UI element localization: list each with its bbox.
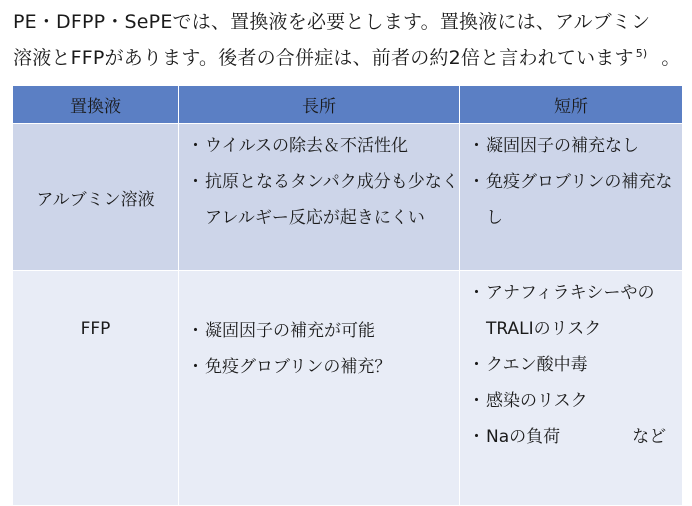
albumin-advantages-list [179,124,459,236]
citation-reference: 5) [635,47,648,60]
ffp-disadvantages-cell [460,271,683,506]
header-advantages: 長所 [179,86,460,124]
ffp-advantages-list [179,271,459,385]
list-item: ・ クエン酸中毒 [460,347,682,383]
list-item [460,419,682,455]
row-label-ffp: FFP [13,271,179,506]
albumin-disadvantages-list [460,124,682,236]
table-header-row [13,86,683,124]
list-item-text: 抗原となるタンパク成分も少なくアレルギー反応が起きにくい [205,172,459,228]
list-item: ・ 感染のリスク [460,383,682,419]
header-replacement-fluid: 置換液 [13,86,179,124]
intro-line-2-text: 溶液とFFPがあります。後者の合併症は、前者の約2倍と言われています [13,47,634,69]
albumin-disadvantages-cell [460,124,683,271]
list-item [179,164,459,236]
intro-line-1: PE・DFPP・SePEでは、置換液を必要とします。置換液には、アルブミン [13,11,651,33]
intro-line-2-end: 。 [661,47,681,69]
list-item: ・ ウイルスの除去＆不活性化 [179,128,459,164]
table-row-albumin [13,124,683,271]
ffp-disadvantages-list [460,271,682,455]
intro-line-2 [13,38,683,74]
list-item: ・ 免疫グロブリンの補充？ [179,349,459,385]
ffp-advantages-cell [179,271,460,506]
list-item: ・ 免疫グロブリンの補充なし [460,164,682,236]
etc-label: など [632,427,667,447]
header-disadvantages: 短所 [460,86,683,124]
intro-paragraph [13,6,683,74]
list-item: ・ アナフィラキシーやのTRALIのリスク [460,275,682,347]
list-item: ・ 凝固因子の補充なし [460,128,682,164]
row-label-albumin: アルブミン溶液 [13,124,179,271]
table-row-ffp [13,271,683,506]
albumin-advantages-cell [179,124,460,271]
list-item: ・ 凝固因子の補充が可能 [179,313,459,349]
list-item-text: Naの負荷 [486,427,561,447]
replacement-fluid-table [12,85,683,506]
